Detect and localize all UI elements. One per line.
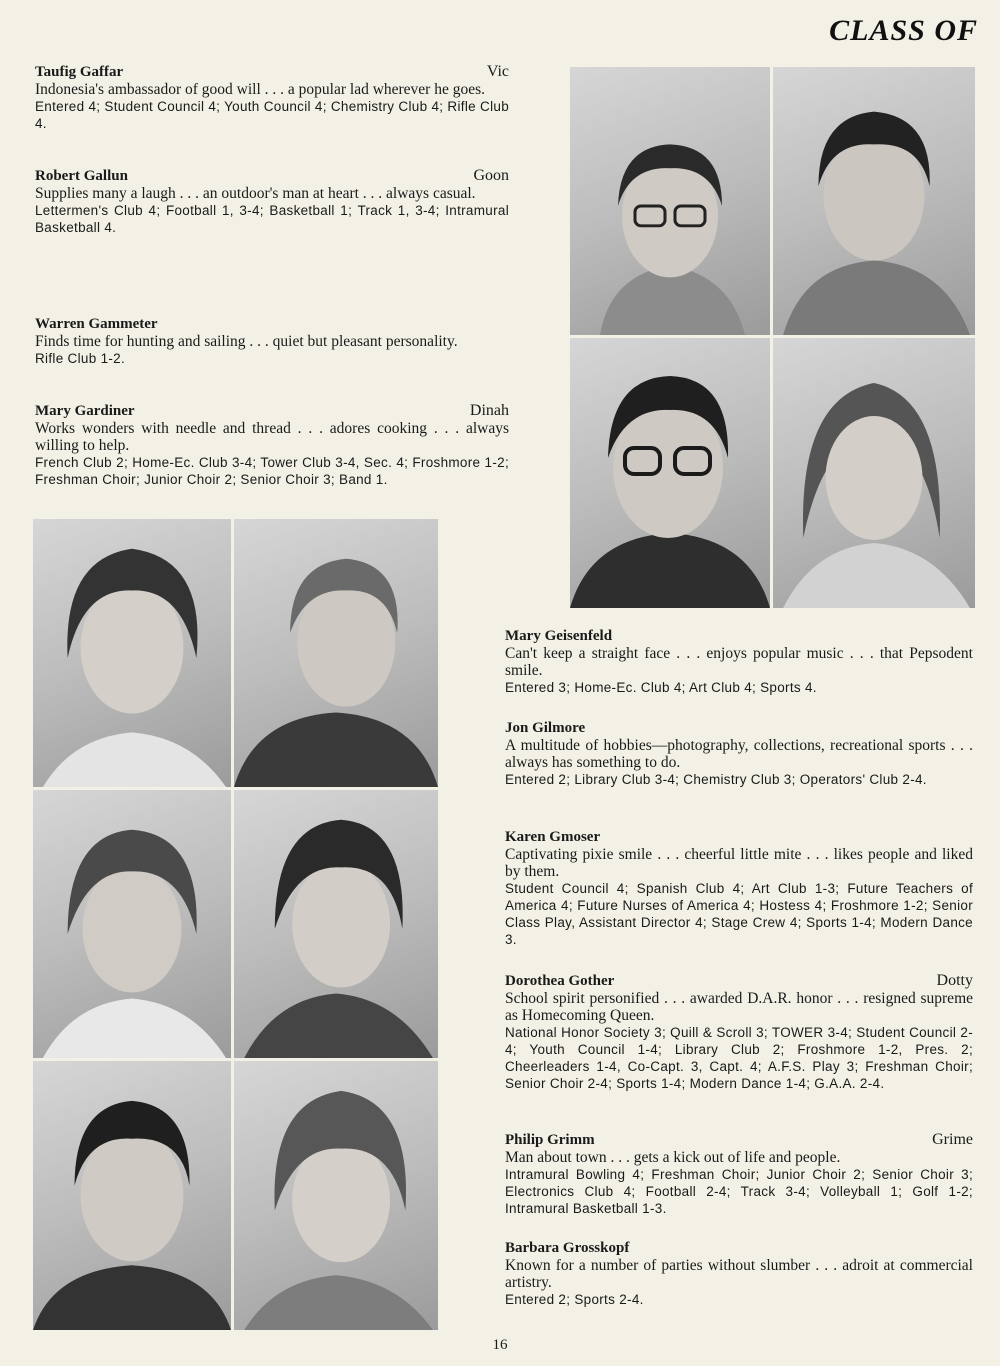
student-entry-grosskopf — [505, 1240, 973, 1308]
student-description: Indonesia's ambassador of good will . . . a popular lad wherever he goes. — [35, 81, 486, 98]
student-activities: National Honor Society 3; Quill & Scroll 3; TOWER 3-4; Student Council 2-4; Youth Council 1-4; Library Club 2; Froshmore 1-2, Pres. 2; Cheerleaders 1-4, Co-Capt. 3, Capt. 4; A.F.S. Play 3; Freshman Choir; Senior Choir 2-4; Sports 1-4; Modern Dance 1-4; G.A.A. 2-4. — [505, 1025, 973, 1091]
portrait-icon — [773, 67, 975, 335]
student-name: Barbara Grosskopf — [505, 1240, 630, 1256]
portrait-icon — [773, 338, 975, 608]
student-nickname: Goon — [473, 167, 509, 184]
student-description: Can't keep a straight face . . . enjoys popular music . . . that Pepsodent smile. — [505, 645, 973, 679]
student-description: Supplies many a laugh . . . an outdoor's man at heart . . . always casual. — [35, 185, 476, 202]
student-description: Known for a number of parties without slumber . . . adroit at commercial artistry. — [505, 1257, 973, 1291]
student-entry-geisenfeld — [505, 628, 973, 696]
student-activities: Entered 2; Library Club 3-4; Chemistry Club 3; Operators' Club 2-4. — [505, 772, 927, 787]
student-entry-gardiner — [35, 402, 509, 488]
student-entry-gmoser — [505, 829, 973, 948]
student-nickname: Dotty — [936, 972, 973, 989]
student-name: Mary Gardiner — [35, 403, 135, 419]
student-activities: Lettermen's Club 4; Football 1, 3-4; Basketball 1; Track 1, 3-4; Intramural Basketball 4. — [35, 203, 509, 235]
student-activities: Entered 3; Home-Ec. Club 4; Art Club 4; Sports 4. — [505, 680, 817, 695]
portrait-icon — [33, 1061, 231, 1330]
portrait-icon — [234, 790, 438, 1058]
student-activities: French Club 2; Home-Ec. Club 3-4; Tower Club 3-4, Sec. 4; Froshmore 1-2; Freshman Choir; Junior Choir 2; Senior Choir 3; Band 1. — [35, 455, 509, 487]
student-photo — [570, 67, 770, 335]
student-name: Karen Gmoser — [505, 829, 601, 845]
portrait-icon — [570, 67, 770, 335]
student-entry-gother — [505, 972, 973, 1092]
student-entry-gammeter — [35, 316, 509, 367]
student-activities: Rifle Club 1-2. — [35, 351, 126, 366]
student-description: A multitude of hobbies—photography, collections, recreational sports . . . always has something to do. — [505, 737, 973, 771]
student-description: Works wonders with needle and thread . . . adores cooking . . . always willing to help. — [35, 420, 509, 454]
portrait-icon — [33, 519, 231, 787]
student-nickname: Grime — [932, 1131, 973, 1148]
student-activities: Entered 2; Sports 2-4. — [505, 1292, 644, 1307]
portrait-icon — [570, 338, 770, 608]
student-activities: Entered 4; Student Council 4; Youth Council 4; Chemistry Club 4; Rifle Club 4. — [35, 99, 509, 131]
student-name: Dorothea Gother — [505, 973, 615, 989]
student-photo — [234, 519, 438, 787]
photo-grid-bottom — [33, 519, 438, 1330]
student-photo — [570, 338, 770, 608]
portrait-icon — [234, 1061, 438, 1330]
student-name: Robert Gallun — [35, 168, 128, 184]
student-entry-gallun — [35, 167, 509, 236]
portrait-icon — [33, 790, 231, 1058]
student-photo — [234, 1061, 438, 1330]
page-title: CLASS OF — [829, 14, 978, 47]
photo-grid-top — [570, 67, 975, 608]
student-entry-gilmore — [505, 720, 973, 788]
student-activities: Intramural Bowling 4; Freshman Choir; Junior Choir 2; Senior Choir 3; Electronics Club 4; Football 2-4; Track 3-4; Volleyball 1; Golf 1-2; Intramural Basketball 1-3. — [505, 1167, 973, 1216]
student-photo — [234, 790, 438, 1058]
student-photo — [773, 338, 975, 608]
student-photo — [33, 519, 231, 787]
student-name: Philip Grimm — [505, 1132, 595, 1148]
student-name: Warren Gammeter — [35, 316, 158, 332]
student-name: Jon Gilmore — [505, 720, 586, 736]
student-entry-grimm — [505, 1131, 973, 1217]
portrait-icon — [234, 519, 438, 787]
student-name: Mary Geisenfeld — [505, 628, 613, 644]
student-photo — [33, 790, 231, 1058]
student-nickname: Vic — [486, 63, 509, 80]
student-description: School spirit personified . . . awarded D.A.R. honor . . . resigned supreme as Homecoming Queen. — [505, 990, 973, 1024]
student-photo — [33, 1061, 231, 1330]
student-nickname: Dinah — [469, 402, 509, 419]
student-entry-gaffar — [35, 63, 509, 132]
student-description: Finds time for hunting and sailing . . . quiet but pleasant personality. — [35, 333, 458, 350]
student-photo — [773, 67, 975, 335]
student-description: Man about town . . . gets a kick out of life and people. — [505, 1149, 841, 1166]
student-name: Taufig Gaffar — [35, 64, 124, 80]
page-number: 16 — [492, 1337, 508, 1353]
student-description: Captivating pixie smile . . . cheerful little mite . . . likes people and liked by them. — [505, 846, 973, 880]
student-activities: Student Council 4; Spanish Club 4; Art Club 1-3; Future Teachers of America 4; Future Nurses of America 4; Hostess 4; Froshmore 1-2; Senior Class Play, Assistant Director 4; Stage Crew 4; Sports 1-4; Modern Dance 3. — [505, 881, 973, 947]
